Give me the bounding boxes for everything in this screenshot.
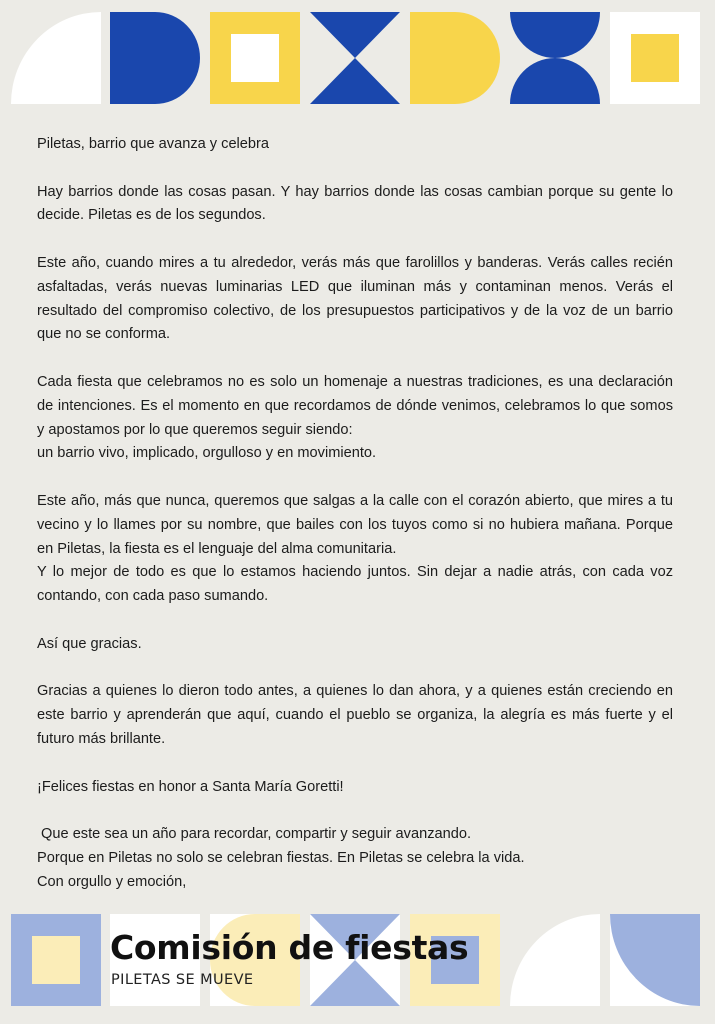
paragraph-3-closing: un barrio vivo, implicado, orgulloso y en movimiento. (37, 445, 377, 462)
paragraph-2: Este año, cuando mires a tu alrededor, verás más que farolillos y banderas. Verás calles recién asfaltadas, verás nuevas luminarias LED que iluminan más y contaminan menos. Verás el resultado del compromiso colectivo, de los presupuestos participativos y de la voz de un barrio que no se conforma. (37, 254, 673, 343)
header-pattern (11, 12, 701, 104)
paragraph-4-continued: Y lo mejor de todo es que lo estamos haciendo juntos. Sin dejar a nadie atrás, con cada voz contando, con cada paso sumando. (37, 564, 673, 605)
paragraph-5: Así que gracias. (37, 635, 142, 652)
paragraph-1: Hay barrios donde las cosas pasan. Y hay barrios donde las cosas cambian porque su gente lo decide. Piletas es de los segundos. (37, 183, 673, 224)
paragraph-8-line-3: Con orgullo y emoción, (37, 873, 187, 890)
paragraph-8 (37, 823, 673, 894)
paragraph-6: Gracias a quienes lo dieron todo antes, a quienes lo dan ahora, y a quienes están creciendo en este barrio y aprenderán que aquí, cuando el pueblo se organiza, la alegría es más fuerte y el futuro más brillante. (37, 683, 673, 747)
hourglass-triangles-shape (310, 12, 400, 104)
quarter-circle-shape (11, 12, 101, 104)
paragraph-4-main: Este año, más que nunca, queremos que salgas a la calle con el corazón abierto, que mires a tu vecino y lo llames por su nombre, que bailes con los tuyos como si no hubiera mañana. Porque en Piletas, la fiesta es el lenguaje del alma comunitaria. (37, 492, 673, 557)
letter-body (37, 133, 673, 895)
paragraph-7: ¡Felices fiestas en honor a Santa María Goretti! (37, 778, 344, 795)
signature-subtitle: PILETAS SE MUEVE (111, 972, 254, 988)
square-frame-shape (210, 12, 300, 104)
paragraph-8-line-1: Que este sea un año para recordar, compartir y seguir avanzando. (37, 826, 472, 843)
paragraph-3 (37, 371, 673, 466)
paragraph-4 (37, 490, 673, 609)
half-circle-shape (110, 12, 200, 104)
paragraph-8-line-2: Porque en Piletas no solo se celebran fiestas. En Piletas se celebra la vida. (37, 849, 525, 866)
hourglass-circles-shape (510, 12, 600, 104)
footer-circle-shape (510, 914, 600, 1006)
signature-title: Comisión de fiestas (110, 928, 469, 967)
paragraph-3-main: Cada fiesta que celebramos no es solo un homenaje a nuestras tradiciones, es una declaración de intenciones. Es el momento en que recordamos de dónde venimos, celebramos lo que somos y apostamos por lo que queremos seguir siendo: (37, 373, 673, 438)
square-frame-white-shape (610, 12, 700, 104)
footer-square-frame-shape (11, 914, 101, 1006)
half-circle-yellow-shape (410, 12, 500, 104)
letter-title: Piletas, barrio que avanza y celebra (37, 136, 270, 152)
footer-quarter-circle-blue-shape (610, 914, 700, 1006)
